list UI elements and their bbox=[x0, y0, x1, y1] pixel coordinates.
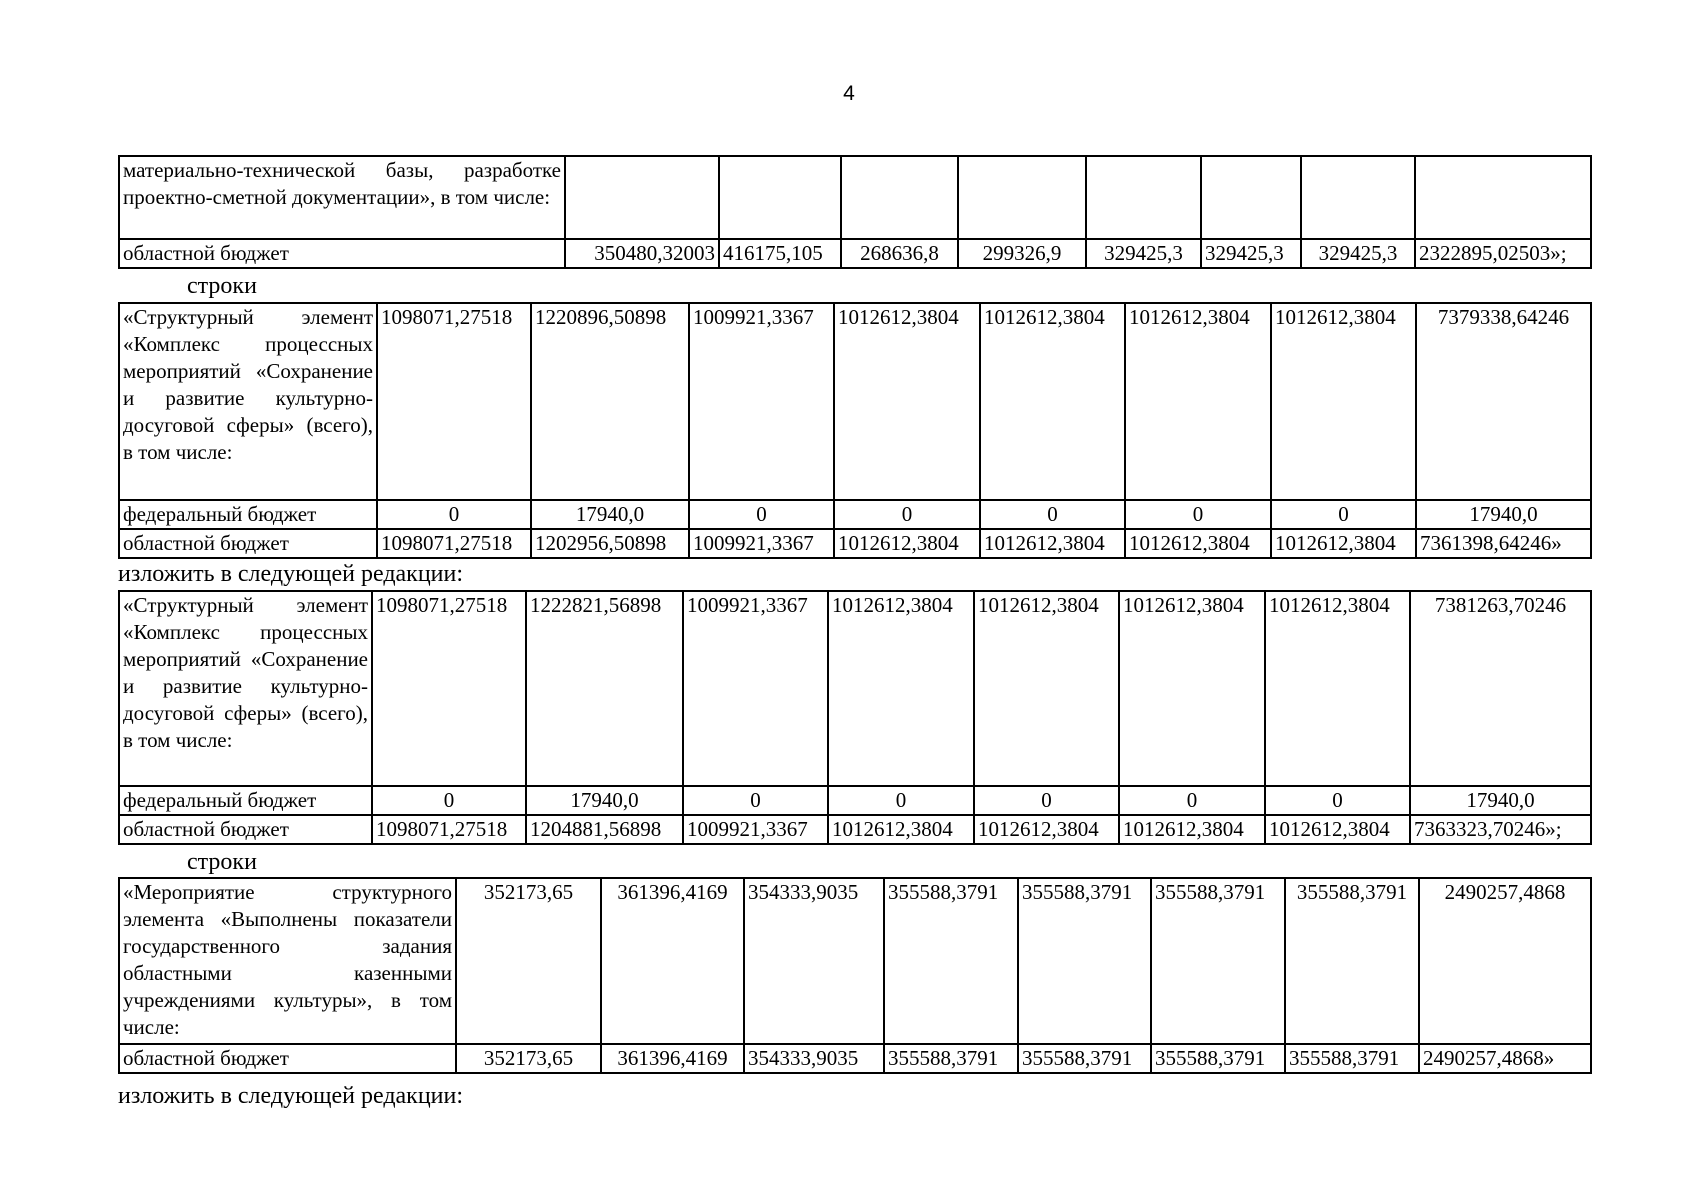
page-number: 4 bbox=[843, 82, 855, 105]
table-cell: 1204881,56898 bbox=[526, 815, 683, 844]
table-cell: 1012612,3804 bbox=[1271, 529, 1416, 558]
table-cell: 355588,3791 bbox=[1285, 878, 1419, 1044]
table-cell: 1012612,3804 bbox=[834, 303, 980, 500]
table-cell: 329425,3 bbox=[1086, 239, 1201, 268]
table-cell: 1012612,3804 bbox=[834, 529, 980, 558]
budget-table-3 bbox=[118, 590, 1592, 845]
row-label: федеральный бюджет bbox=[119, 786, 372, 815]
table-cell: 1009921,3367 bbox=[689, 303, 834, 500]
table-cell: 355588,3791 bbox=[1285, 1044, 1419, 1073]
table-cell: 7381263,70246 bbox=[1410, 591, 1591, 786]
table-cell: 2490257,4868 bbox=[1419, 878, 1591, 1044]
table-cell: 2322895,02503»; bbox=[1415, 239, 1591, 268]
budget-table-1 bbox=[118, 155, 1592, 269]
row-label: материально-технической базы, разработке проектно-сметной документации», в том числе: bbox=[119, 156, 565, 239]
table-cell: 0 bbox=[980, 500, 1125, 529]
row-label: «Структурный элемент «Комплекс процессных мероприятий «Сохранение и развитие культурно-досуговой сферы» (всего), в том числе: bbox=[119, 303, 377, 500]
table-cell: 1009921,3367 bbox=[683, 815, 828, 844]
table-cell: 355588,3791 bbox=[884, 878, 1018, 1044]
table-cell: 1098071,27518 bbox=[377, 529, 531, 558]
table-cell: 1098071,27518 bbox=[372, 815, 526, 844]
table-cell: 0 bbox=[974, 786, 1119, 815]
table-row bbox=[119, 786, 1591, 815]
row-label: «Мероприятие структурного элемента «Выполнены показатели государственного задания областными казенными учреждениями культуры», в том числе: bbox=[119, 878, 456, 1044]
table-cell: 1012612,3804 bbox=[974, 591, 1119, 786]
table-cell: 2490257,4868» bbox=[1419, 1044, 1591, 1073]
table-cell: 1012612,3804 bbox=[1265, 815, 1410, 844]
table-cell: 355588,3791 bbox=[1018, 1044, 1151, 1073]
table-cell: 0 bbox=[1119, 786, 1265, 815]
table-cell: 329425,3 bbox=[1201, 239, 1301, 268]
table-cell: 7379338,64246 bbox=[1416, 303, 1591, 500]
table-cell: 1012612,3804 bbox=[828, 591, 974, 786]
table-row bbox=[119, 239, 1591, 268]
table-cell: 350480,32003 bbox=[565, 239, 719, 268]
row-label: «Структурный элемент «Комплекс процессных мероприятий «Сохранение и развитие культурно-досуговой сферы» (всего), в том числе: bbox=[119, 591, 372, 786]
table-cell: 0 bbox=[689, 500, 834, 529]
table-cell: 1012612,3804 bbox=[1119, 591, 1265, 786]
table-cell: 354333,9035 bbox=[744, 1044, 884, 1073]
table-row bbox=[119, 815, 1591, 844]
row-label: федеральный бюджет bbox=[119, 500, 377, 529]
caption-stroki: строки bbox=[187, 273, 257, 299]
table-cell: 17940,0 bbox=[1416, 500, 1591, 529]
table-cell: 17940,0 bbox=[1410, 786, 1591, 815]
table-cell: 7363323,70246»; bbox=[1410, 815, 1591, 844]
table-cell: 0 bbox=[1271, 500, 1416, 529]
table-cell: 352173,65 bbox=[456, 878, 601, 1044]
table-cell: 0 bbox=[683, 786, 828, 815]
table-cell: 1009921,3367 bbox=[689, 529, 834, 558]
table-row bbox=[119, 529, 1591, 558]
table-cell: 17940,0 bbox=[531, 500, 689, 529]
table-cell: 299326,9 bbox=[958, 239, 1086, 268]
table-cell: 0 bbox=[1125, 500, 1271, 529]
table-cell: 0 bbox=[1265, 786, 1410, 815]
table-row bbox=[119, 156, 1591, 239]
table-cell: 0 bbox=[377, 500, 531, 529]
caption-edit: изложить в следующей редакции: bbox=[118, 1083, 464, 1109]
table-cell: 1222821,56898 bbox=[526, 591, 683, 786]
table-cell: 355588,3791 bbox=[884, 1044, 1018, 1073]
budget-table-2 bbox=[118, 302, 1592, 559]
table-cell: 268636,8 bbox=[841, 239, 958, 268]
table-cell: 17940,0 bbox=[526, 786, 683, 815]
caption-stroki: строки bbox=[187, 849, 257, 875]
table-cell: 1012612,3804 bbox=[1119, 815, 1265, 844]
table-cell: 0 bbox=[372, 786, 526, 815]
table-cell: 0 bbox=[834, 500, 980, 529]
table-cell: 1220896,50898 bbox=[531, 303, 689, 500]
table-cell: 416175,105 bbox=[719, 239, 841, 268]
table-cell: 1098071,27518 bbox=[377, 303, 531, 500]
table-row bbox=[119, 500, 1591, 529]
table-cell: 1012612,3804 bbox=[980, 303, 1125, 500]
table-cell: 1012612,3804 bbox=[1265, 591, 1410, 786]
budget-table-4 bbox=[118, 877, 1592, 1074]
table-cell: 0 bbox=[828, 786, 974, 815]
table-row bbox=[119, 878, 1591, 1044]
caption-edit: изложить в следующей редакции: bbox=[118, 561, 464, 587]
table-cell: 1009921,3367 bbox=[683, 591, 828, 786]
table-cell: 354333,9035 bbox=[744, 878, 884, 1044]
table-cell: 355588,3791 bbox=[1018, 878, 1151, 1044]
table-cell: 7361398,64246» bbox=[1416, 529, 1591, 558]
row-label: областной бюджет bbox=[119, 815, 372, 844]
table-cell: 1012612,3804 bbox=[974, 815, 1119, 844]
table-row bbox=[119, 303, 1591, 500]
table-cell: 1202956,50898 bbox=[531, 529, 689, 558]
table-cell: 352173,65 bbox=[456, 1044, 601, 1073]
table-cell: 355588,3791 bbox=[1151, 878, 1285, 1044]
table-cell: 1012612,3804 bbox=[980, 529, 1125, 558]
row-label: областной бюджет bbox=[119, 1044, 456, 1073]
table-row bbox=[119, 591, 1591, 786]
row-label: областной бюджет bbox=[119, 239, 565, 268]
table-cell: 1012612,3804 bbox=[1271, 303, 1416, 500]
table-cell: 361396,4169 bbox=[601, 1044, 744, 1073]
table-cell: 1012612,3804 bbox=[1125, 303, 1271, 500]
table-cell: 1098071,27518 bbox=[372, 591, 526, 786]
table-cell: 1012612,3804 bbox=[828, 815, 974, 844]
table-cell: 329425,3 bbox=[1301, 239, 1415, 268]
table-cell: 355588,3791 bbox=[1151, 1044, 1285, 1073]
table-cell: 1012612,3804 bbox=[1125, 529, 1271, 558]
table-row bbox=[119, 1044, 1591, 1073]
row-label: областной бюджет bbox=[119, 529, 377, 558]
table-cell: 361396,4169 bbox=[601, 878, 744, 1044]
